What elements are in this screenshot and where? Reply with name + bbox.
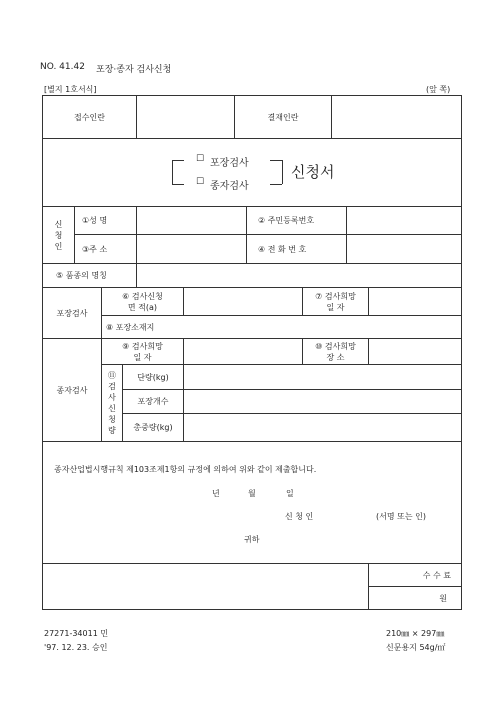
form-main-title: 신청서 xyxy=(291,163,335,181)
seed-inspection-checkbox[interactable]: ☐ xyxy=(196,177,205,187)
fee-unit: 원 xyxy=(439,593,447,603)
sign-or-seal-note: (서명 또는 인) xyxy=(376,512,426,521)
seed-date-field[interactable] xyxy=(184,339,302,364)
phone-label: ④ 전 화 번 호 xyxy=(258,244,307,254)
applicant-group-label: 신 청 인 xyxy=(54,219,63,251)
paper-type: 신문용지 54g/㎡ xyxy=(386,643,446,652)
applicant-sign-label: 신 청 인 xyxy=(285,512,314,521)
resident-id-label: ② 주민등록번호 xyxy=(258,216,315,225)
name-field[interactable] xyxy=(137,207,246,234)
field-inspection-option: 포장검사 xyxy=(210,158,249,169)
field-inspection-group-label: 포장검사 xyxy=(56,308,88,318)
paper-size: 210㎜ × 297㎜ xyxy=(386,629,445,638)
phone-field[interactable] xyxy=(347,235,461,263)
package-count-field[interactable] xyxy=(184,390,461,413)
seed-inspection-option: 종자검사 xyxy=(210,181,249,192)
field-date-field[interactable] xyxy=(369,288,461,315)
seed-place-label: ⑩ 검사희망 장 소 xyxy=(315,341,356,362)
statement-text: 종자산업법시행규칙 제103조제1항의 규정에 의하여 위와 같이 제출합니다. xyxy=(54,465,317,474)
address-label: ③주 소 xyxy=(82,244,108,254)
seed-place-field[interactable] xyxy=(369,339,461,364)
total-weight-label: 총중량(kg) xyxy=(133,423,173,432)
seed-date-label: ⑨ 검사희망 일 자 xyxy=(122,341,163,362)
doc-title: 포장·종자 검사신청 xyxy=(96,65,172,75)
total-weight-field[interactable] xyxy=(184,414,461,441)
resident-id-field[interactable] xyxy=(347,207,461,234)
receipt-label: 접수인란 xyxy=(74,112,105,122)
unit-weight-label: 단량(kg) xyxy=(137,372,169,382)
field-inspection-checkbox[interactable]: ☐ xyxy=(196,154,205,164)
form-reference: [별지 1호서식] xyxy=(44,85,97,94)
field-area-label: ⑥ 검사신청 면 적(a) xyxy=(122,291,163,312)
field-area-field[interactable] xyxy=(184,288,302,315)
approval-label: 결재인란 xyxy=(267,112,299,122)
form-code: 27271-34011 민 xyxy=(44,629,109,638)
package-count-label: 포장개수 xyxy=(137,397,169,406)
field-location-label: ⑧ 포장소재지 xyxy=(106,322,155,332)
approval-date: '97. 12. 23. 승인 xyxy=(44,643,108,652)
variety-name-field[interactable] xyxy=(137,264,461,287)
fee-label: 수 수 료 xyxy=(422,570,451,580)
page-side: (앞 쪽) xyxy=(426,85,451,94)
date-day-label: 일 xyxy=(286,489,294,498)
date-year-label: 년 xyxy=(212,489,220,498)
field-location-field[interactable] xyxy=(184,316,461,338)
address-field[interactable] xyxy=(137,235,246,263)
variety-name-label: ⑤ 품종의 명칭 xyxy=(56,271,107,280)
unit-weight-field[interactable] xyxy=(184,365,461,389)
date-month-label: 월 xyxy=(248,489,256,498)
name-label: ①성 명 xyxy=(82,216,108,225)
addressee-suffix: 귀하 xyxy=(244,535,260,544)
doc-number: NO. 41.42 xyxy=(40,62,85,72)
request-amount-label: ⑪ 검 사 신 청 량 xyxy=(108,371,116,435)
seed-inspection-group-label: 종자검사 xyxy=(56,385,88,395)
field-date-label: ⑦ 검사희망 일 자 xyxy=(315,291,356,312)
